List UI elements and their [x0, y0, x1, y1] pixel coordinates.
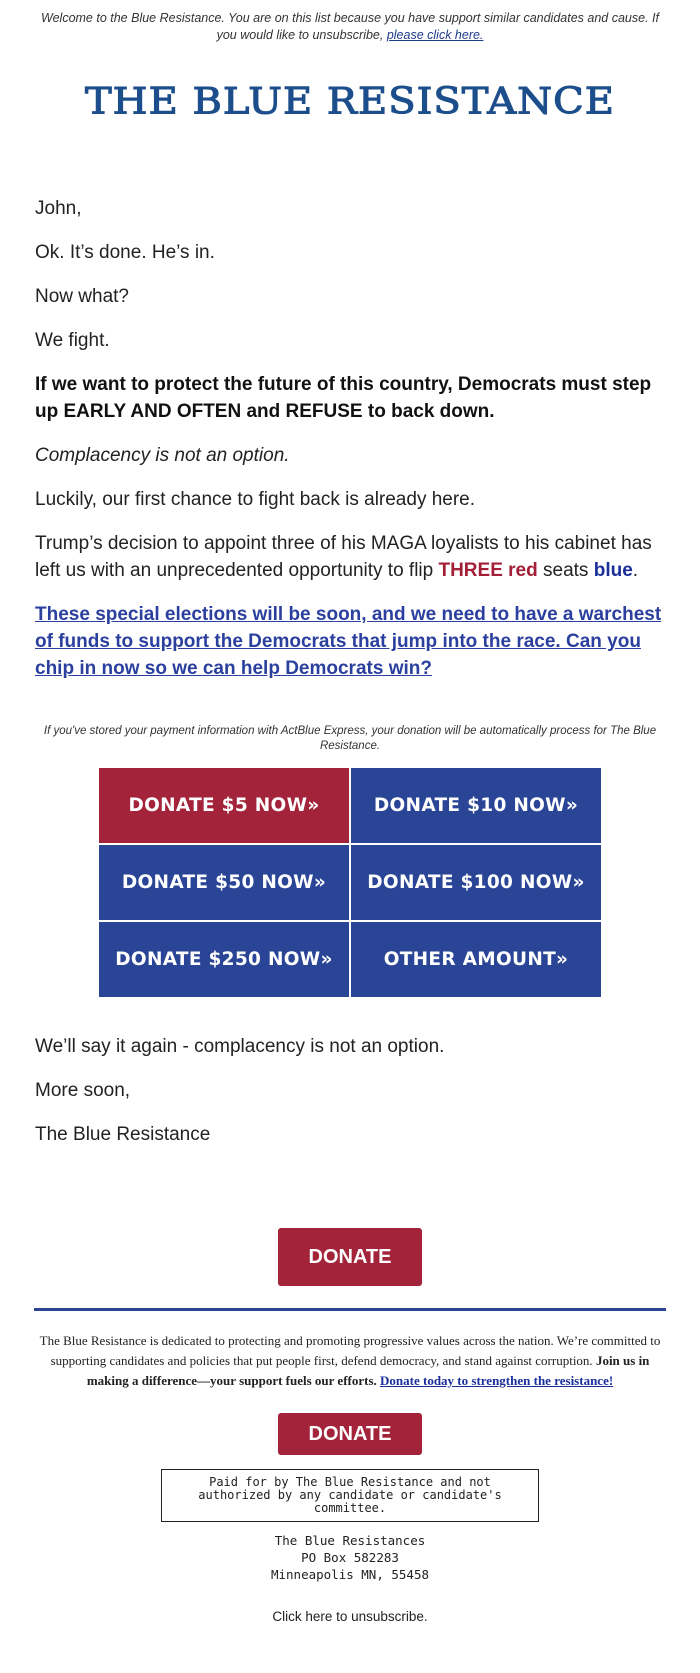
italic-paragraph: Complacency is not an option. [35, 445, 290, 466]
unsubscribe-top-link[interactable]: please click here. [386, 28, 484, 42]
donate-10-button[interactable]: DONATE $10 NOW» [351, 768, 601, 843]
footer-text: The Blue Resistance is dedicated to protecting and promoting progressive values across the nation. We’re committed to supporting candidates and policies that put people first, defend democracy, and stand against corruption. Join us in making a difference—your support fuels our efforts. Donate today to strengthen the resistance! [39, 1333, 661, 1388]
donate-cta-link[interactable]: These special elections will be soon, and we need to have a warchest of funds to support the Democrats that jump into the race. Can you chip in now so we can help Democrats win? [35, 604, 662, 679]
donate-other-button[interactable]: OTHER AMOUNT» [351, 922, 601, 997]
address-city: Minneapolis MN, 55458 [270, 1567, 430, 1582]
donate-5-button[interactable]: DONATE $5 NOW» [99, 768, 349, 843]
body-paragraph: Ok. It’s done. He’s in. [35, 242, 215, 263]
closing-line: More soon, [35, 1080, 131, 1101]
closing-line: We’ll say it again - complacency is not an option. [35, 1036, 445, 1057]
footer-donate-button[interactable]: DONATE [278, 1413, 422, 1455]
donate-button[interactable]: DONATE [278, 1228, 422, 1286]
donate-250-button[interactable]: DONATE $250 NOW» [99, 922, 349, 997]
list-notice [0, 0, 700, 44]
footer-divider [34, 1308, 666, 1311]
address-po-box: PO Box 582283 [301, 1550, 399, 1565]
greeting: John, [35, 198, 82, 219]
highlight-red: THREE red [438, 560, 538, 581]
donate-50-button[interactable]: DONATE $50 NOW» [99, 845, 349, 920]
donate-button-grid [99, 768, 601, 997]
unsubscribe-link[interactable]: Click here to unsubscribe. [272, 1609, 428, 1624]
body-paragraph-flip: Trump’s decision to appoint three of his MAGA loyalists to his cabinet has left us with an unprecedented opportunity to flip THREE red seats blue. [35, 533, 652, 581]
address-name: The Blue Resistances [274, 1533, 426, 1548]
body-paragraph: Now what? [35, 286, 129, 307]
brand-logo: THE BLUE RESISTANCE [85, 81, 615, 123]
highlight-blue: blue [593, 560, 633, 581]
body-paragraph: Luckily, our first chance to fight back is already here. [35, 489, 476, 510]
list-notice-text: Welcome to the Blue Resistance. You are on this list because you have support similar candidates and cause. If you would like to unsubscribe, [41, 11, 659, 42]
closing-section [0, 1033, 700, 1148]
paid-for-disclaimer: Paid for by The Blue Resistance and not authorized by any candidate or candidate's committee. [161, 1469, 539, 1522]
signature: The Blue Resistance [35, 1124, 211, 1145]
message-body [0, 195, 700, 682]
bold-paragraph: If we want to protect the future of this country, Democrats must step up EARLY AND OFTEN and REFUSE to back down. [35, 374, 652, 422]
actblue-note: If you've stored your payment information with ActBlue Express, your donation will be automatically process for The Blue Resistance. [43, 725, 657, 752]
mailing-address [0, 1532, 700, 1583]
donate-100-button[interactable]: DONATE $100 NOW» [351, 845, 601, 920]
body-paragraph: We fight. [35, 330, 110, 351]
footer-donate-link[interactable]: Donate today to strengthen the resistance! [380, 1373, 614, 1388]
